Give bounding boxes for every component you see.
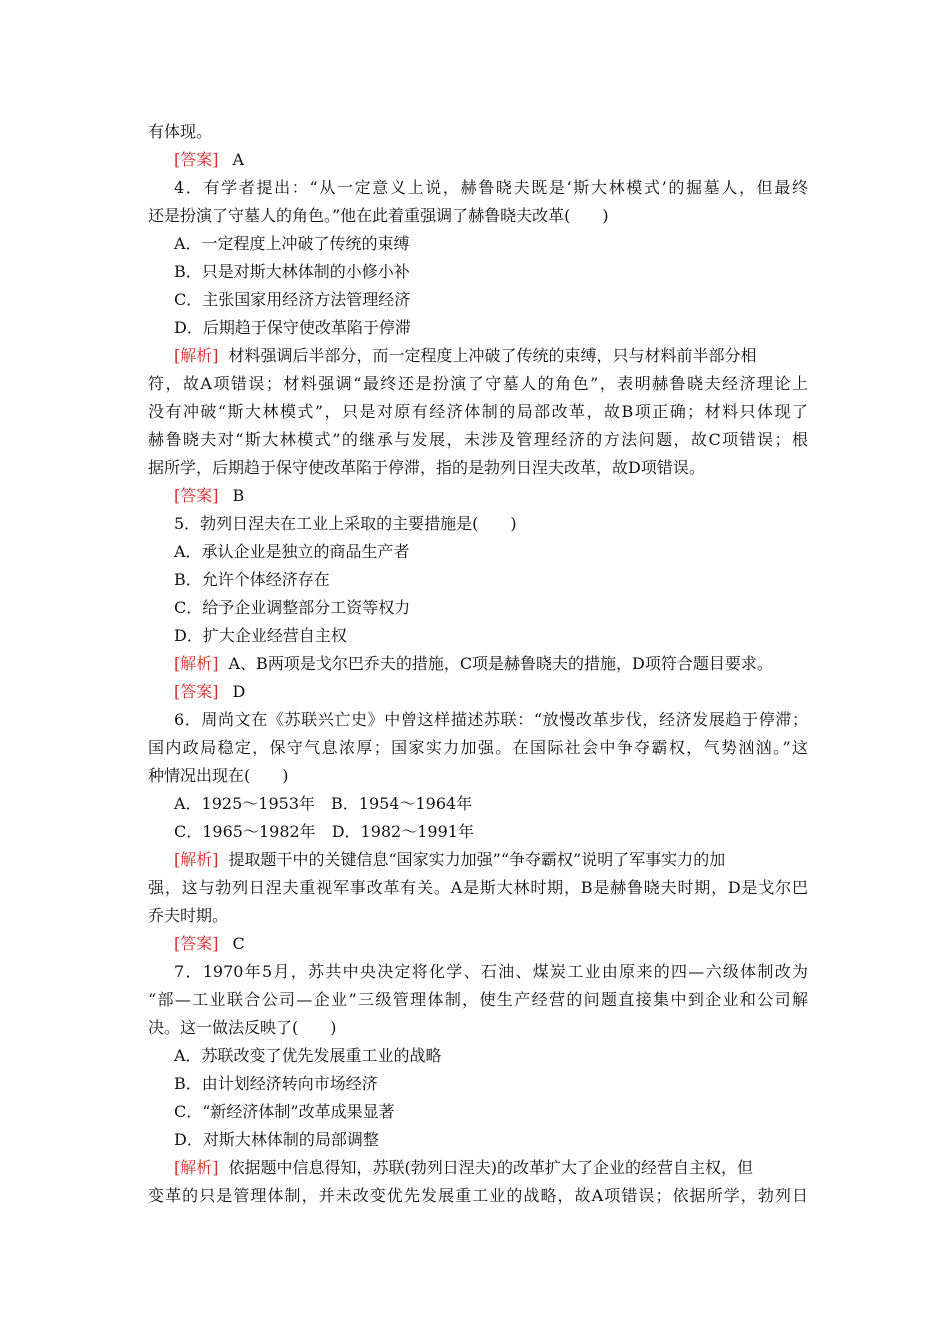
analysis-line (174, 650, 808, 678)
analysis-text: 变革的只是管理体制，并未改变优先发展重工业的战略，故A项错误；依据所学，勃列日 (148, 1186, 808, 1205)
analysis-text: 据所学，后期趋于保守使改革陷于停滞，指的是勃列日涅夫改革，故D项错误。 (148, 458, 705, 477)
analysis-line (174, 1154, 808, 1182)
question-stem: 5．勃列日涅夫在工业上采取的主要措施是( ) (174, 514, 517, 533)
analysis-text: 材料强调后半部分，而一定程度上冲破了传统的束缚，只与材料前半部分相 (228, 346, 757, 365)
answer-tag: [答案] (174, 934, 219, 953)
option-c: C．主张国家用经济方法管理经济 (174, 290, 411, 309)
analysis-text: A、B两项是戈尔巴乔夫的措施，C项是赫鲁晓夫的措施，D项符合题目要求。 (228, 654, 773, 673)
option-a: A．苏联改变了优先发展重工业的战略 (174, 1046, 442, 1065)
option-a: A．1925～1953年 (174, 794, 315, 813)
option-c: C．给予企业调整部分工资等权力 (174, 598, 411, 617)
question-stem: 4．有学者提出：“从一定意义上说，赫鲁晓夫既是‘斯大林模式’的掘墓人，但最终 (174, 178, 808, 197)
answer-value: B (232, 486, 245, 505)
option-d: D．后期趋于保守使改革陷于停滞 (174, 318, 411, 337)
question-stem: 决。这一做法反映了( ) (148, 1018, 337, 1037)
analysis-text: 赫鲁晓夫对“斯大林模式”的继承与发展，未涉及管理经济的方法问题，故C项错误；根 (148, 430, 808, 449)
analysis-text: 强，这与勃列日涅夫重视军事改革有关。A是斯大林时期，B是赫鲁晓夫时期，D是戈尔巴 (148, 878, 808, 897)
analysis-tag: [解析] (174, 850, 219, 869)
analysis-tag: [解析] (174, 346, 219, 365)
answer-value: A (232, 150, 245, 169)
option-a: A．承认企业是独立的商品生产者 (174, 542, 410, 561)
option-row (174, 818, 808, 846)
answer-line (174, 482, 808, 510)
analysis-text: 符，故A项错误；材料强调“最终还是扮演了守墓人的角色”，表明赫鲁晓夫经济理论上 (148, 374, 808, 393)
answer-line (174, 930, 808, 958)
option-d: D．1982～1991年 (331, 822, 474, 841)
option-c: C．“新经济体制”改革成果显著 (174, 1102, 395, 1121)
answer-tag: [答案] (174, 682, 219, 701)
analysis-text: 提取题干中的关键信息“国家实力加强”“争夺霸权”说明了军事实力的加 (228, 850, 726, 869)
option-a: A．一定程度上冲破了传统的束缚 (174, 234, 410, 253)
question-stem: 7．1970年5月，苏共中央决定将化学、石油、煤炭工业由原来的四—六级体制改为 (174, 962, 808, 981)
analysis-tag: [解析] (174, 654, 219, 673)
prev-question-tail: 有体现。 (148, 122, 213, 141)
analysis-tag: [解析] (174, 1158, 219, 1177)
option-row (174, 790, 808, 818)
question-stem: 还是扮演了守墓人的角色。”他在此着重强调了赫鲁晓夫改革( ) (148, 206, 609, 225)
analysis-text: 没有冲破“斯大林模式”，只是对原有经济体制的局部改革，故B项正确；材料只体现了 (148, 402, 808, 421)
option-c: C．1965～1982年 (174, 822, 316, 841)
question-stem: 6．周尚文在《苏联兴亡史》中曾这样描述苏联：“放慢改革步伐，经济发展趋于停滞； (174, 710, 808, 729)
question-stem: “部—工业联合公司—企业”三级管理体制，使生产经营的问题直接集中到企业和公司解 (148, 990, 808, 1009)
answer-tag: [答案] (174, 486, 219, 505)
option-b: B．由计划经济转向市场经济 (174, 1074, 378, 1093)
question-stem: 国内政局稳定，保守气息浓厚；国家实力加强。在国际社会中争夺霸权，气势汹汹。”这 (148, 738, 808, 757)
analysis-line (174, 342, 808, 370)
analysis-line (174, 846, 808, 874)
option-b: B．只是对斯大林体制的小修小补 (174, 262, 410, 281)
option-b: B．允许个体经济存在 (174, 570, 330, 589)
answer-value: C (232, 934, 245, 953)
option-b: B．1954～1964年 (331, 794, 473, 813)
option-d: D．扩大企业经营自主权 (174, 626, 347, 645)
analysis-text: 依据题中信息得知，苏联(勃列日涅夫)的改革扩大了企业的经营自主权，但 (228, 1158, 753, 1177)
answer-tag: [答案] (174, 150, 219, 169)
answer-line (174, 146, 808, 174)
analysis-text: 乔夫时期。 (148, 906, 229, 925)
option-d: D．对斯大林体制的局部调整 (174, 1130, 379, 1149)
question-stem: 种情况出现在( ) (148, 766, 289, 785)
answer-value: D (232, 682, 246, 701)
answer-line (174, 678, 808, 706)
